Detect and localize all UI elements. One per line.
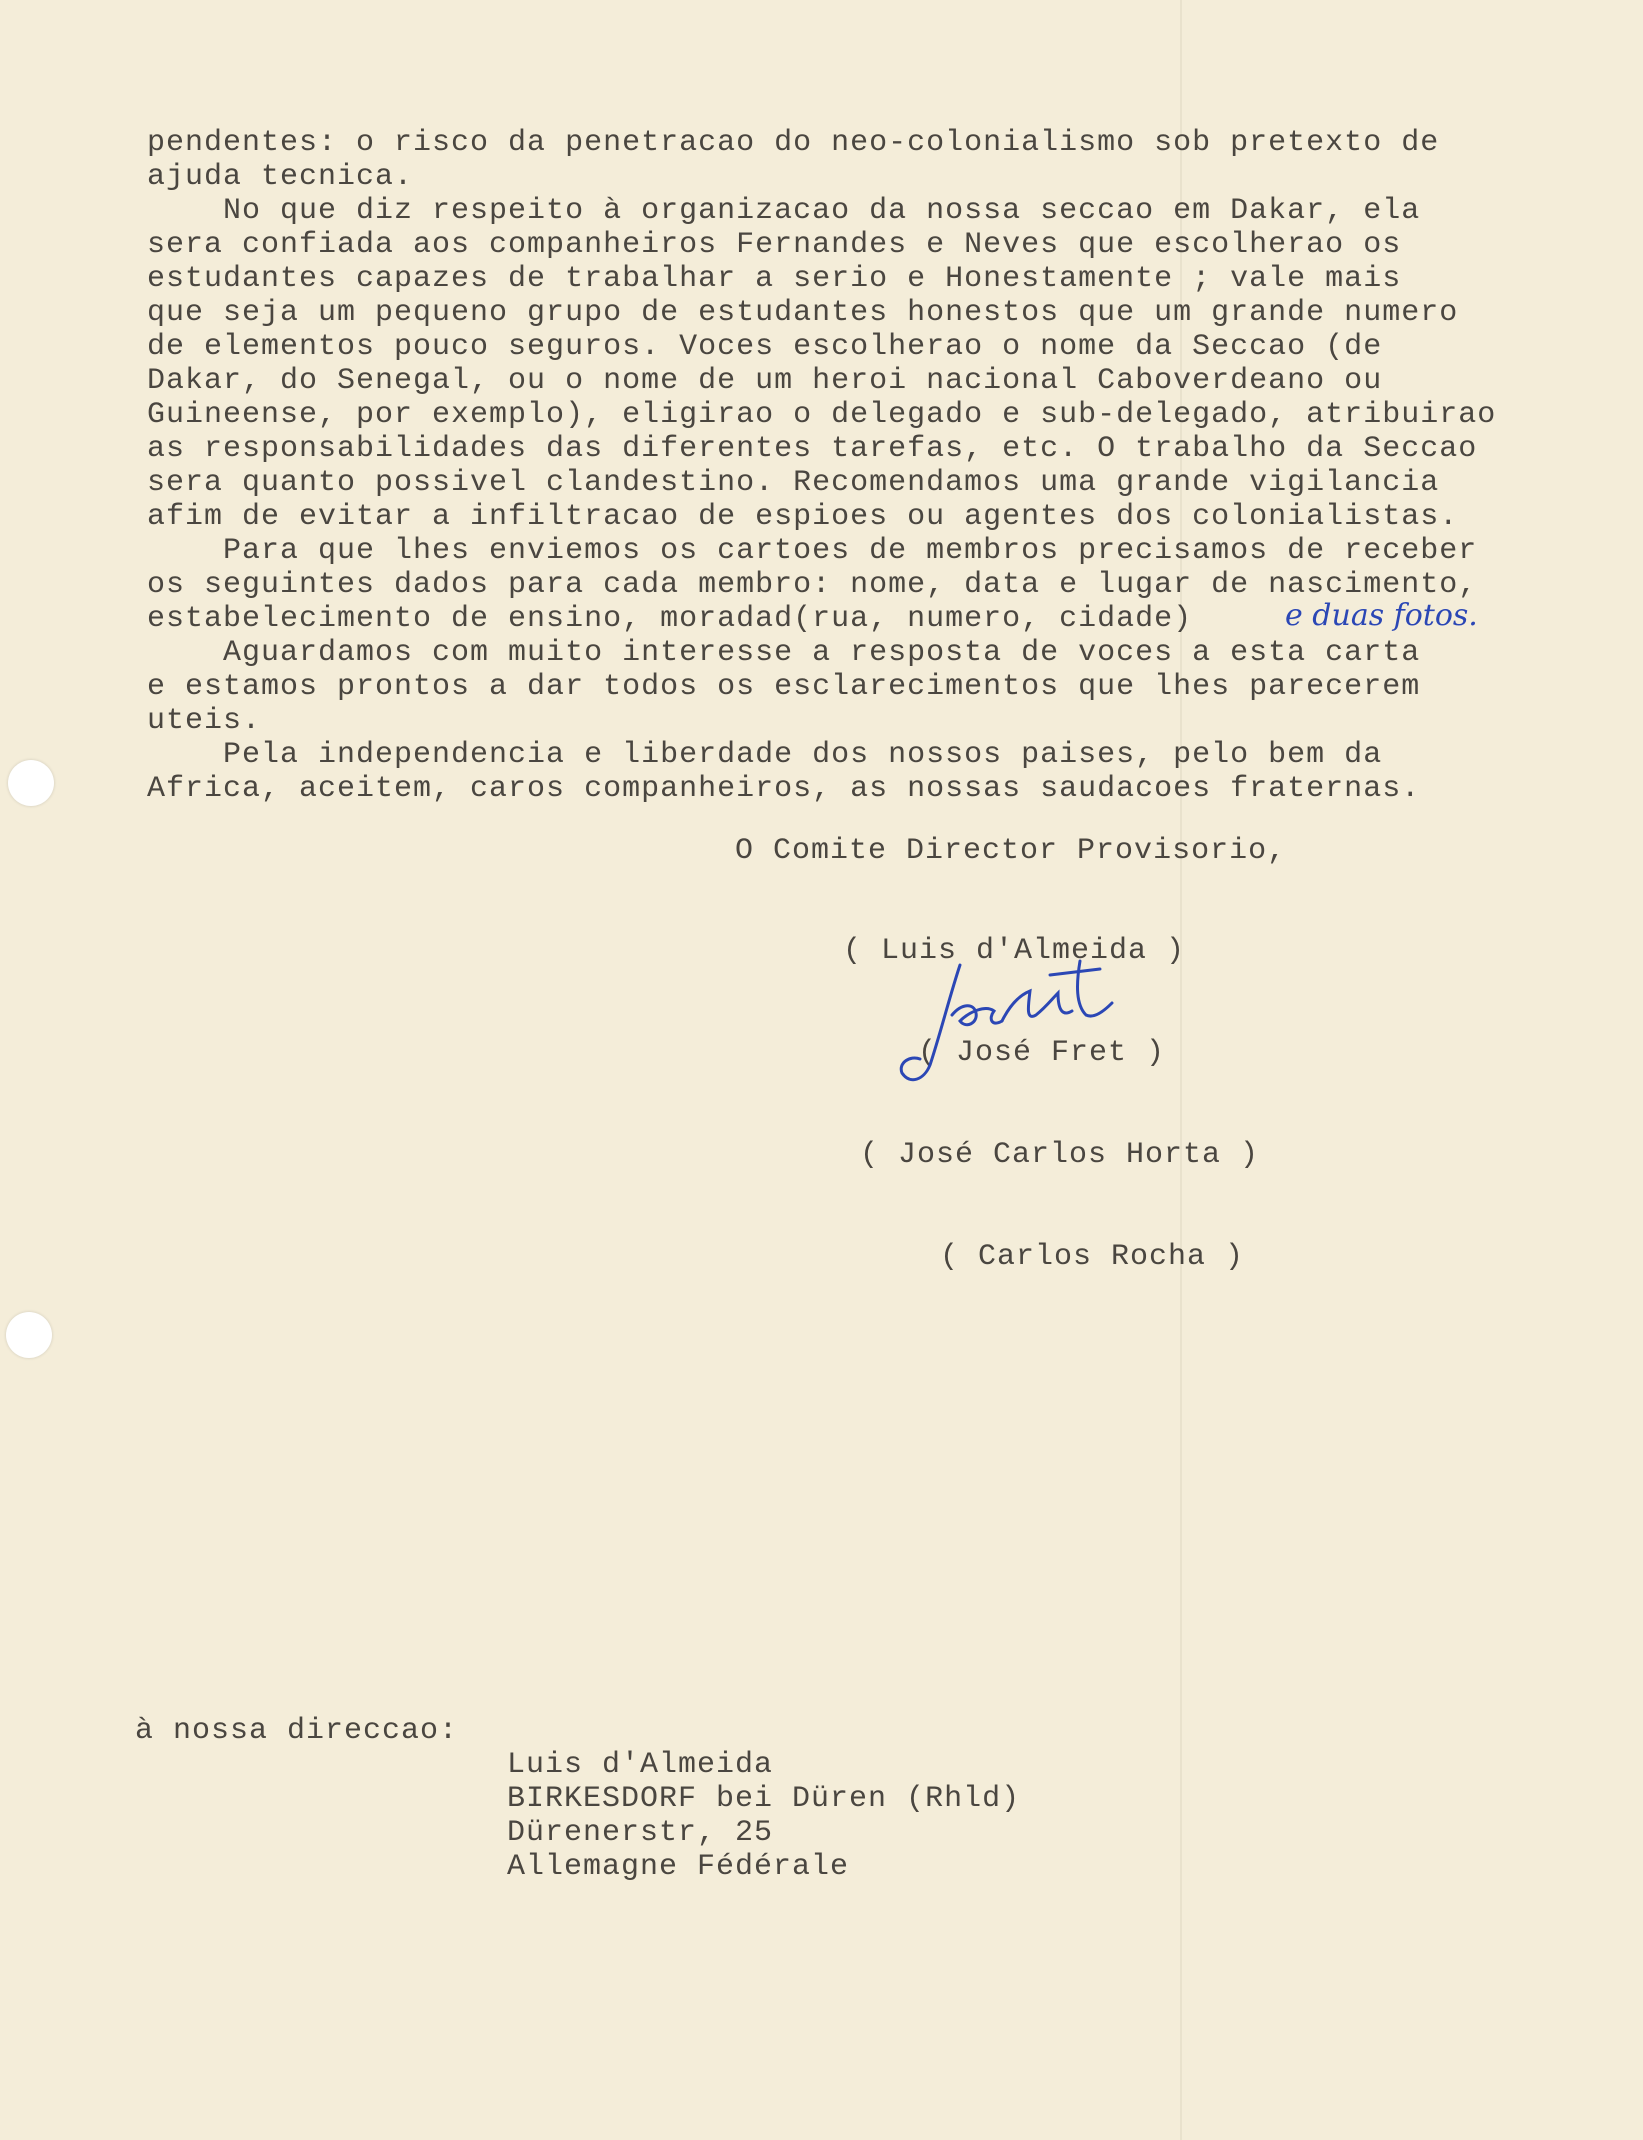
body-line: uteis. [147, 704, 262, 738]
punch-hole-bottom [6, 1312, 52, 1358]
signatory-name: ( Luis d'Almeida ) [843, 934, 1186, 968]
body-line: Pela independencia e liberdade dos nossos paises, pelo bem da [147, 738, 1383, 772]
body-line: os seguintes dados para cada membro: nome, data e lugar de nascimento, [147, 568, 1478, 602]
handwritten-addition: e duas fotos. [1285, 598, 1478, 633]
signatory-name: ( José Carlos Horta ) [860, 1138, 1260, 1172]
body-line: sera quanto possivel clandestino. Recomendamos uma grande vigilancia [147, 466, 1440, 500]
signatory-name: ( José Fret ) [918, 1036, 1166, 1070]
body-line: pendentes: o risco da penetracao do neo-colonialismo sob pretexto de [147, 126, 1440, 160]
body-line: estudantes capazes de trabalhar a serio e Honestamente ; vale mais [147, 262, 1402, 296]
body-line: as responsabilidades das diferentes tarefas, etc. O trabalho da Seccao [147, 432, 1478, 466]
closing-line: O Comite Director Provisorio, [735, 834, 1287, 868]
body-line: sera confiada aos companheiros Fernandes e Neves que escolherao os [147, 228, 1402, 262]
address-line: Dürenerstr, 25 [507, 1816, 774, 1850]
body-line: Guineense, por exemplo), eligirao o delegado e sub-delegado, atribuirao [147, 398, 1497, 432]
body-line: Africa, aceitem, caros companheiros, as nossas saudacoes fraternas. [147, 772, 1421, 806]
body-line: Dakar, do Senegal, ou o nome de um heroi nacional Caboverdeano ou [147, 364, 1383, 398]
body-line: que seja um pequeno grupo de estudantes honestos que um grande numero [147, 296, 1459, 330]
handwritten-signature [890, 955, 1170, 1095]
body-line: ajuda tecnica. [147, 160, 414, 194]
body-line: estabelecimento de ensino, moradad(rua, numero, cidade) [147, 602, 1193, 636]
address-line: BIRKESDORF bei Düren (Rhld) [507, 1782, 1021, 1816]
body-line: afim de evitar a infiltracao de espioes ou agentes dos colonialistas. [147, 500, 1459, 534]
body-line: No que diz respeito à organizacao da nossa seccao em Dakar, ela [147, 194, 1421, 228]
body-line: de elementos pouco seguros. Voces escolherao o nome da Seccao (de [147, 330, 1383, 364]
address-line: Allemagne Fédérale [507, 1850, 850, 1884]
address-label: à nossa direccao: [135, 1714, 459, 1748]
body-line: e estamos prontos a dar todos os esclarecimentos que lhes parecerem [147, 670, 1421, 704]
body-line: Para que lhes enviemos os cartoes de membros precisamos de receber [147, 534, 1478, 568]
signatory-name: ( Carlos Rocha ) [940, 1240, 1245, 1274]
address-line: Luis d'Almeida [507, 1748, 774, 1782]
punch-hole-top [8, 760, 54, 806]
body-line: Aguardamos com muito interesse a resposta de voces a esta carta [147, 636, 1421, 670]
